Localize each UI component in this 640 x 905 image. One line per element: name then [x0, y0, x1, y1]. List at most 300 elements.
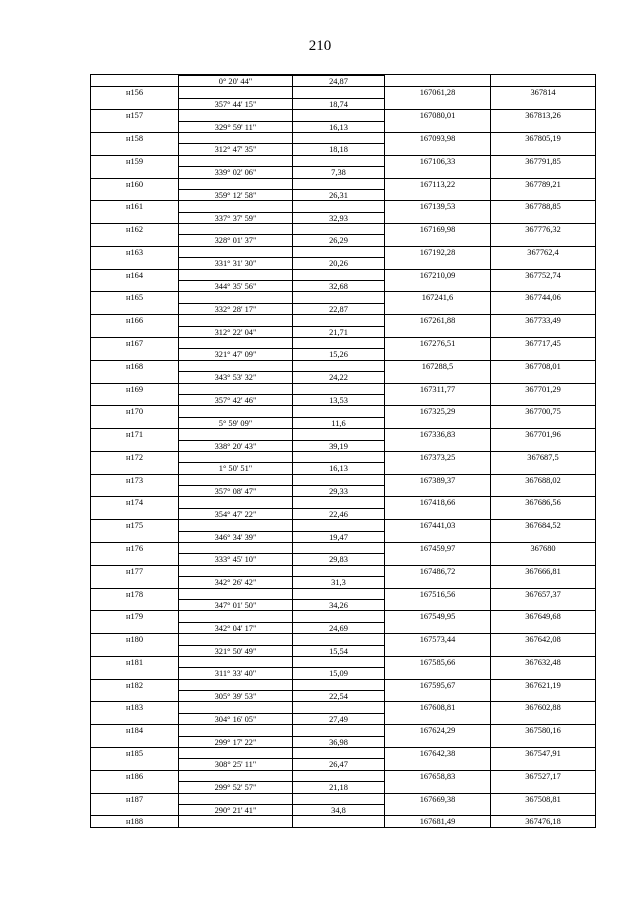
segment-empty-cell: [490, 280, 596, 291]
segment-row: [90, 303, 596, 314]
point-row: [90, 246, 596, 257]
point-empty-cell: [292, 200, 384, 211]
point-x: 167418,66: [384, 496, 490, 507]
segment-length: 34,26: [292, 599, 384, 610]
point-empty-cell: [178, 656, 292, 667]
point-empty-cell: [292, 610, 384, 621]
point-name: н186: [90, 770, 178, 781]
point-x: 167336,83: [384, 428, 490, 439]
segment-angle: 312° 47' 35": [178, 143, 292, 154]
point-y: 367687,5: [490, 451, 596, 462]
point-empty-cell: [178, 770, 292, 781]
segment-length: 36,98: [292, 736, 384, 747]
point-empty-cell: [178, 747, 292, 758]
point-empty-cell: [178, 451, 292, 462]
point-name: н185: [90, 747, 178, 758]
segment-angle: 312° 22' 04": [178, 326, 292, 337]
point-empty-cell: [292, 109, 384, 120]
segment-empty-cell: [490, 781, 596, 792]
point-empty-cell: [178, 314, 292, 325]
point-name: н181: [90, 656, 178, 667]
segment-empty-cell: [384, 280, 490, 291]
point-row: [90, 496, 596, 507]
point-empty-cell: [292, 815, 384, 826]
point-y: 367791,85: [490, 155, 596, 166]
point-row: [90, 679, 596, 690]
point-row: [90, 155, 596, 166]
segment-empty-cell: [490, 417, 596, 428]
point-y: 367657,37: [490, 588, 596, 599]
segment-empty-cell: [384, 553, 490, 564]
segment-empty-cell: [490, 736, 596, 747]
segment-angle: 339° 02' 06": [178, 166, 292, 177]
segment-empty-cell: [490, 234, 596, 245]
point-y: 367708,01: [490, 360, 596, 371]
point-name: н179: [90, 610, 178, 621]
point-name: н173: [90, 474, 178, 485]
point-empty-cell: [292, 633, 384, 644]
point-y: 367580,16: [490, 724, 596, 735]
point-row: [90, 109, 596, 120]
point-name: н164: [90, 269, 178, 280]
segment-length: 18,74: [292, 98, 384, 109]
segment-angle: 299° 52' 57": [178, 781, 292, 792]
point-name: н178: [90, 588, 178, 599]
point-name: н176: [90, 542, 178, 553]
point-empty-cell: [178, 178, 292, 189]
segment-angle: 357° 42' 46": [178, 394, 292, 405]
segment-row: [90, 622, 596, 633]
segment-angle: 347° 01' 50": [178, 599, 292, 610]
point-x: 167516,56: [384, 588, 490, 599]
point-empty-cell: [178, 223, 292, 234]
point-name: н188: [90, 815, 178, 826]
point-y: 367700,75: [490, 405, 596, 416]
point-x: 167080,01: [384, 109, 490, 120]
segment-empty-cell: [384, 143, 490, 154]
segment-empty-cell: [90, 212, 178, 223]
point-empty-cell: [178, 565, 292, 576]
segment-length: 24,87: [292, 75, 384, 86]
point-empty-cell: [292, 588, 384, 599]
segment-empty-cell: [490, 553, 596, 564]
segment-row: [90, 326, 596, 337]
point-y: 367686,56: [490, 496, 596, 507]
point-name: н170: [90, 405, 178, 416]
segment-angle: 308° 25' 11": [178, 758, 292, 769]
segment-length: 26,47: [292, 758, 384, 769]
segment-angle: 333° 45' 10": [178, 553, 292, 564]
segment-length: 29,83: [292, 553, 384, 564]
point-x: 167585,66: [384, 656, 490, 667]
segment-length: 27,49: [292, 713, 384, 724]
segment-empty-cell: [490, 121, 596, 132]
segment-length: 26,29: [292, 234, 384, 245]
point-x: 167441,03: [384, 519, 490, 530]
segment-angle: 331° 31' 30": [178, 257, 292, 268]
point-y: 367789,21: [490, 178, 596, 189]
segment-row: [90, 75, 596, 86]
point-x: 167093,98: [384, 132, 490, 143]
segment-empty-cell: [90, 553, 178, 564]
point-row: [90, 701, 596, 712]
point-y: 367632,48: [490, 656, 596, 667]
segment-empty-cell: [90, 736, 178, 747]
segment-empty-cell: [90, 758, 178, 769]
segment-empty-cell: [384, 417, 490, 428]
segment-angle: 321° 47' 09": [178, 348, 292, 359]
segment-angle: 332° 28' 17": [178, 303, 292, 314]
point-row: [90, 610, 596, 621]
point-empty-cell: [292, 770, 384, 781]
segment-length: 19,47: [292, 531, 384, 542]
point-name: н187: [90, 793, 178, 804]
segment-empty-cell: [490, 622, 596, 633]
point-name: н172: [90, 451, 178, 462]
segment-empty-cell: [90, 417, 178, 428]
segment-empty-cell: [90, 326, 178, 337]
coordinates-table: [90, 74, 596, 828]
segment-length: 16,13: [292, 121, 384, 132]
point-empty-cell: [292, 246, 384, 257]
point-empty-cell: [178, 428, 292, 439]
point-empty-cell: [292, 178, 384, 189]
segment-row: [90, 212, 596, 223]
segment-angle: 343° 53' 32": [178, 371, 292, 382]
segment-empty-cell: [490, 485, 596, 496]
point-row: [90, 770, 596, 781]
segment-empty-cell: [384, 758, 490, 769]
point-empty-cell: [178, 474, 292, 485]
point-x: 167658,83: [384, 770, 490, 781]
point-name: н168: [90, 360, 178, 371]
segment-empty-cell: [490, 804, 596, 815]
segment-length: 22,54: [292, 690, 384, 701]
segment-angle: 304° 16' 05": [178, 713, 292, 724]
segment-empty-cell: [384, 394, 490, 405]
point-empty-cell: [292, 565, 384, 576]
segment-empty-cell: [384, 234, 490, 245]
point-empty-cell: [292, 496, 384, 507]
segment-empty-cell: [384, 303, 490, 314]
point-name: н158: [90, 132, 178, 143]
segment-angle: 354° 47' 22": [178, 508, 292, 519]
segment-length: 22,46: [292, 508, 384, 519]
point-empty-cell: [178, 496, 292, 507]
segment-angle: 329° 59' 11": [178, 121, 292, 132]
point-y: 367814: [490, 86, 596, 97]
segment-row: [90, 736, 596, 747]
point-empty-cell: [292, 155, 384, 166]
point-row: [90, 428, 596, 439]
point-empty-cell: [292, 223, 384, 234]
point-x: 167139,53: [384, 200, 490, 211]
segment-length: 31,3: [292, 576, 384, 587]
segment-empty-cell: [90, 485, 178, 496]
point-y: 367717,45: [490, 337, 596, 348]
segment-length: 20,26: [292, 257, 384, 268]
point-row: [90, 519, 596, 530]
segment-angle: 337° 37' 59": [178, 212, 292, 223]
point-empty-cell: [178, 337, 292, 348]
segment-angle: 338° 20' 43": [178, 440, 292, 451]
point-empty-cell: [178, 724, 292, 735]
segment-empty-cell: [90, 98, 178, 109]
segment-row: [90, 143, 596, 154]
segment-length: 34,8: [292, 804, 384, 815]
segment-empty-cell: [490, 713, 596, 724]
segment-empty-cell: [384, 622, 490, 633]
point-name: н156: [90, 86, 178, 97]
segment-empty-cell: [384, 348, 490, 359]
point-empty-cell: [292, 451, 384, 462]
point-y: 367666,81: [490, 565, 596, 576]
point-y: 367805,19: [490, 132, 596, 143]
point-x: 167389,37: [384, 474, 490, 485]
segment-length: 24,69: [292, 622, 384, 633]
segment-empty-cell: [90, 234, 178, 245]
segment-empty-cell: [490, 166, 596, 177]
point-name: н167: [90, 337, 178, 348]
segment-empty-cell: [90, 781, 178, 792]
point-row: [90, 178, 596, 189]
segment-row: [90, 553, 596, 564]
segment-angle: 290° 21' 41": [178, 804, 292, 815]
point-x: 167459,97: [384, 542, 490, 553]
segment-empty-cell: [90, 599, 178, 610]
point-empty-cell: [178, 291, 292, 302]
point-y: 367776,32: [490, 223, 596, 234]
point-empty-cell: [178, 200, 292, 211]
segment-empty-cell: [384, 508, 490, 519]
segment-empty-cell: [490, 667, 596, 678]
point-name: н165: [90, 291, 178, 302]
point-name: н175: [90, 519, 178, 530]
segment-row: [90, 98, 596, 109]
point-row: [90, 291, 596, 302]
segment-empty-cell: [384, 736, 490, 747]
segment-empty-cell: [90, 804, 178, 815]
point-row: [90, 269, 596, 280]
segment-length: 13,53: [292, 394, 384, 405]
point-empty-cell: [178, 633, 292, 644]
segment-empty-cell: [384, 98, 490, 109]
segment-angle: 342° 26' 42": [178, 576, 292, 587]
point-name: н161: [90, 200, 178, 211]
segment-empty-cell: [490, 348, 596, 359]
point-row: [90, 360, 596, 371]
point-x: 167276,51: [384, 337, 490, 348]
point-empty-cell: [292, 474, 384, 485]
point-row: [90, 747, 596, 758]
segment-empty-cell: [490, 326, 596, 337]
point-empty-cell: [178, 542, 292, 553]
point-x: 167669,38: [384, 793, 490, 804]
point-y: 367752,74: [490, 269, 596, 280]
segment-empty-cell: [490, 257, 596, 268]
point-y: 367508,81: [490, 793, 596, 804]
segment-empty-cell: [490, 98, 596, 109]
segment-empty-cell: [384, 371, 490, 382]
point-name: н174: [90, 496, 178, 507]
point-name: н162: [90, 223, 178, 234]
segment-row: [90, 462, 596, 473]
segment-empty-cell: [490, 189, 596, 200]
point-y: 367762,4: [490, 246, 596, 257]
segment-row: [90, 713, 596, 724]
point-name: н157: [90, 109, 178, 120]
point-row: [90, 223, 596, 234]
segment-empty-cell: [90, 508, 178, 519]
segment-length: 15,26: [292, 348, 384, 359]
segment-empty-cell: [490, 75, 596, 86]
point-x: 167113,22: [384, 178, 490, 189]
point-empty-cell: [292, 132, 384, 143]
point-name: н159: [90, 155, 178, 166]
segment-row: [90, 189, 596, 200]
segment-empty-cell: [384, 645, 490, 656]
point-row: [90, 633, 596, 644]
segment-empty-cell: [490, 531, 596, 542]
segment-empty-cell: [90, 75, 178, 86]
segment-empty-cell: [384, 667, 490, 678]
segment-empty-cell: [384, 166, 490, 177]
point-empty-cell: [178, 610, 292, 621]
segment-empty-cell: [90, 462, 178, 473]
segment-angle: 357° 08' 47": [178, 485, 292, 496]
segment-angle: 359° 12' 58": [178, 189, 292, 200]
point-x: 167373,25: [384, 451, 490, 462]
point-name: н163: [90, 246, 178, 257]
point-empty-cell: [292, 405, 384, 416]
segment-length: 32,93: [292, 212, 384, 223]
point-y: 367547,91: [490, 747, 596, 758]
point-empty-cell: [178, 155, 292, 166]
segment-empty-cell: [90, 667, 178, 678]
segment-empty-cell: [90, 690, 178, 701]
segment-angle: 5° 59' 09": [178, 417, 292, 428]
segment-row: [90, 234, 596, 245]
segment-angle: 299° 17' 22": [178, 736, 292, 747]
point-empty-cell: [178, 269, 292, 280]
segment-angle: 346° 34' 39": [178, 531, 292, 542]
point-row: [90, 474, 596, 485]
point-empty-cell: [178, 793, 292, 804]
point-empty-cell: [292, 679, 384, 690]
segment-length: 18,18: [292, 143, 384, 154]
point-row: [90, 542, 596, 553]
point-empty-cell: [178, 405, 292, 416]
segment-empty-cell: [490, 371, 596, 382]
point-empty-cell: [292, 291, 384, 302]
segment-empty-cell: [384, 804, 490, 815]
point-name: н177: [90, 565, 178, 576]
segment-row: [90, 758, 596, 769]
segment-empty-cell: [90, 576, 178, 587]
point-row: [90, 314, 596, 325]
point-x: 167210,09: [384, 269, 490, 280]
segment-empty-cell: [384, 713, 490, 724]
segment-empty-cell: [490, 599, 596, 610]
segment-empty-cell: [90, 303, 178, 314]
point-empty-cell: [178, 360, 292, 371]
segment-length: 7,38: [292, 166, 384, 177]
segment-length: 15,09: [292, 667, 384, 678]
point-name: н171: [90, 428, 178, 439]
segment-empty-cell: [90, 371, 178, 382]
segment-row: [90, 440, 596, 451]
point-x: 167311,77: [384, 383, 490, 394]
point-empty-cell: [292, 519, 384, 530]
point-y: 367733,49: [490, 314, 596, 325]
segment-angle: 305° 39' 53": [178, 690, 292, 701]
point-y: 367684,52: [490, 519, 596, 530]
segment-angle: 321° 50' 49": [178, 645, 292, 656]
point-empty-cell: [178, 383, 292, 394]
segment-empty-cell: [384, 121, 490, 132]
point-row: [90, 793, 596, 804]
point-row: [90, 451, 596, 462]
point-x: 167608,81: [384, 701, 490, 712]
point-x: 167061,28: [384, 86, 490, 97]
point-row: [90, 815, 596, 826]
segment-row: [90, 121, 596, 132]
point-y: 367788,85: [490, 200, 596, 211]
point-name: н184: [90, 724, 178, 735]
segment-empty-cell: [490, 440, 596, 451]
point-empty-cell: [178, 132, 292, 143]
point-y: 367680: [490, 542, 596, 553]
point-x: 167192,28: [384, 246, 490, 257]
point-row: [90, 588, 596, 599]
point-name: н183: [90, 701, 178, 712]
segment-empty-cell: [490, 143, 596, 154]
segment-length: 22,87: [292, 303, 384, 314]
segment-row: [90, 417, 596, 428]
segment-empty-cell: [384, 576, 490, 587]
point-empty-cell: [292, 428, 384, 439]
segment-empty-cell: [90, 257, 178, 268]
segment-empty-cell: [384, 189, 490, 200]
point-empty-cell: [292, 724, 384, 735]
point-empty-cell: [178, 588, 292, 599]
segment-empty-cell: [384, 462, 490, 473]
point-row: [90, 656, 596, 667]
segment-angle: 344° 35' 56": [178, 280, 292, 291]
point-row: [90, 383, 596, 394]
segment-length: 15,54: [292, 645, 384, 656]
segment-empty-cell: [490, 690, 596, 701]
segment-row: [90, 599, 596, 610]
segment-length: 32,68: [292, 280, 384, 291]
segment-row: [90, 576, 596, 587]
point-y: 367688,02: [490, 474, 596, 485]
segment-length: 21,71: [292, 326, 384, 337]
page-number: 210: [308, 38, 332, 54]
segment-row: [90, 781, 596, 792]
point-empty-cell: [178, 701, 292, 712]
point-empty-cell: [292, 86, 384, 97]
point-y: 367701,96: [490, 428, 596, 439]
segment-row: [90, 394, 596, 405]
point-y: 367649,68: [490, 610, 596, 621]
segment-empty-cell: [384, 75, 490, 86]
segment-angle: 311° 33' 40": [178, 667, 292, 678]
segment-angle: 328° 01' 37": [178, 234, 292, 245]
point-name: н160: [90, 178, 178, 189]
segment-length: 29,33: [292, 485, 384, 496]
segment-length: 26,31: [292, 189, 384, 200]
